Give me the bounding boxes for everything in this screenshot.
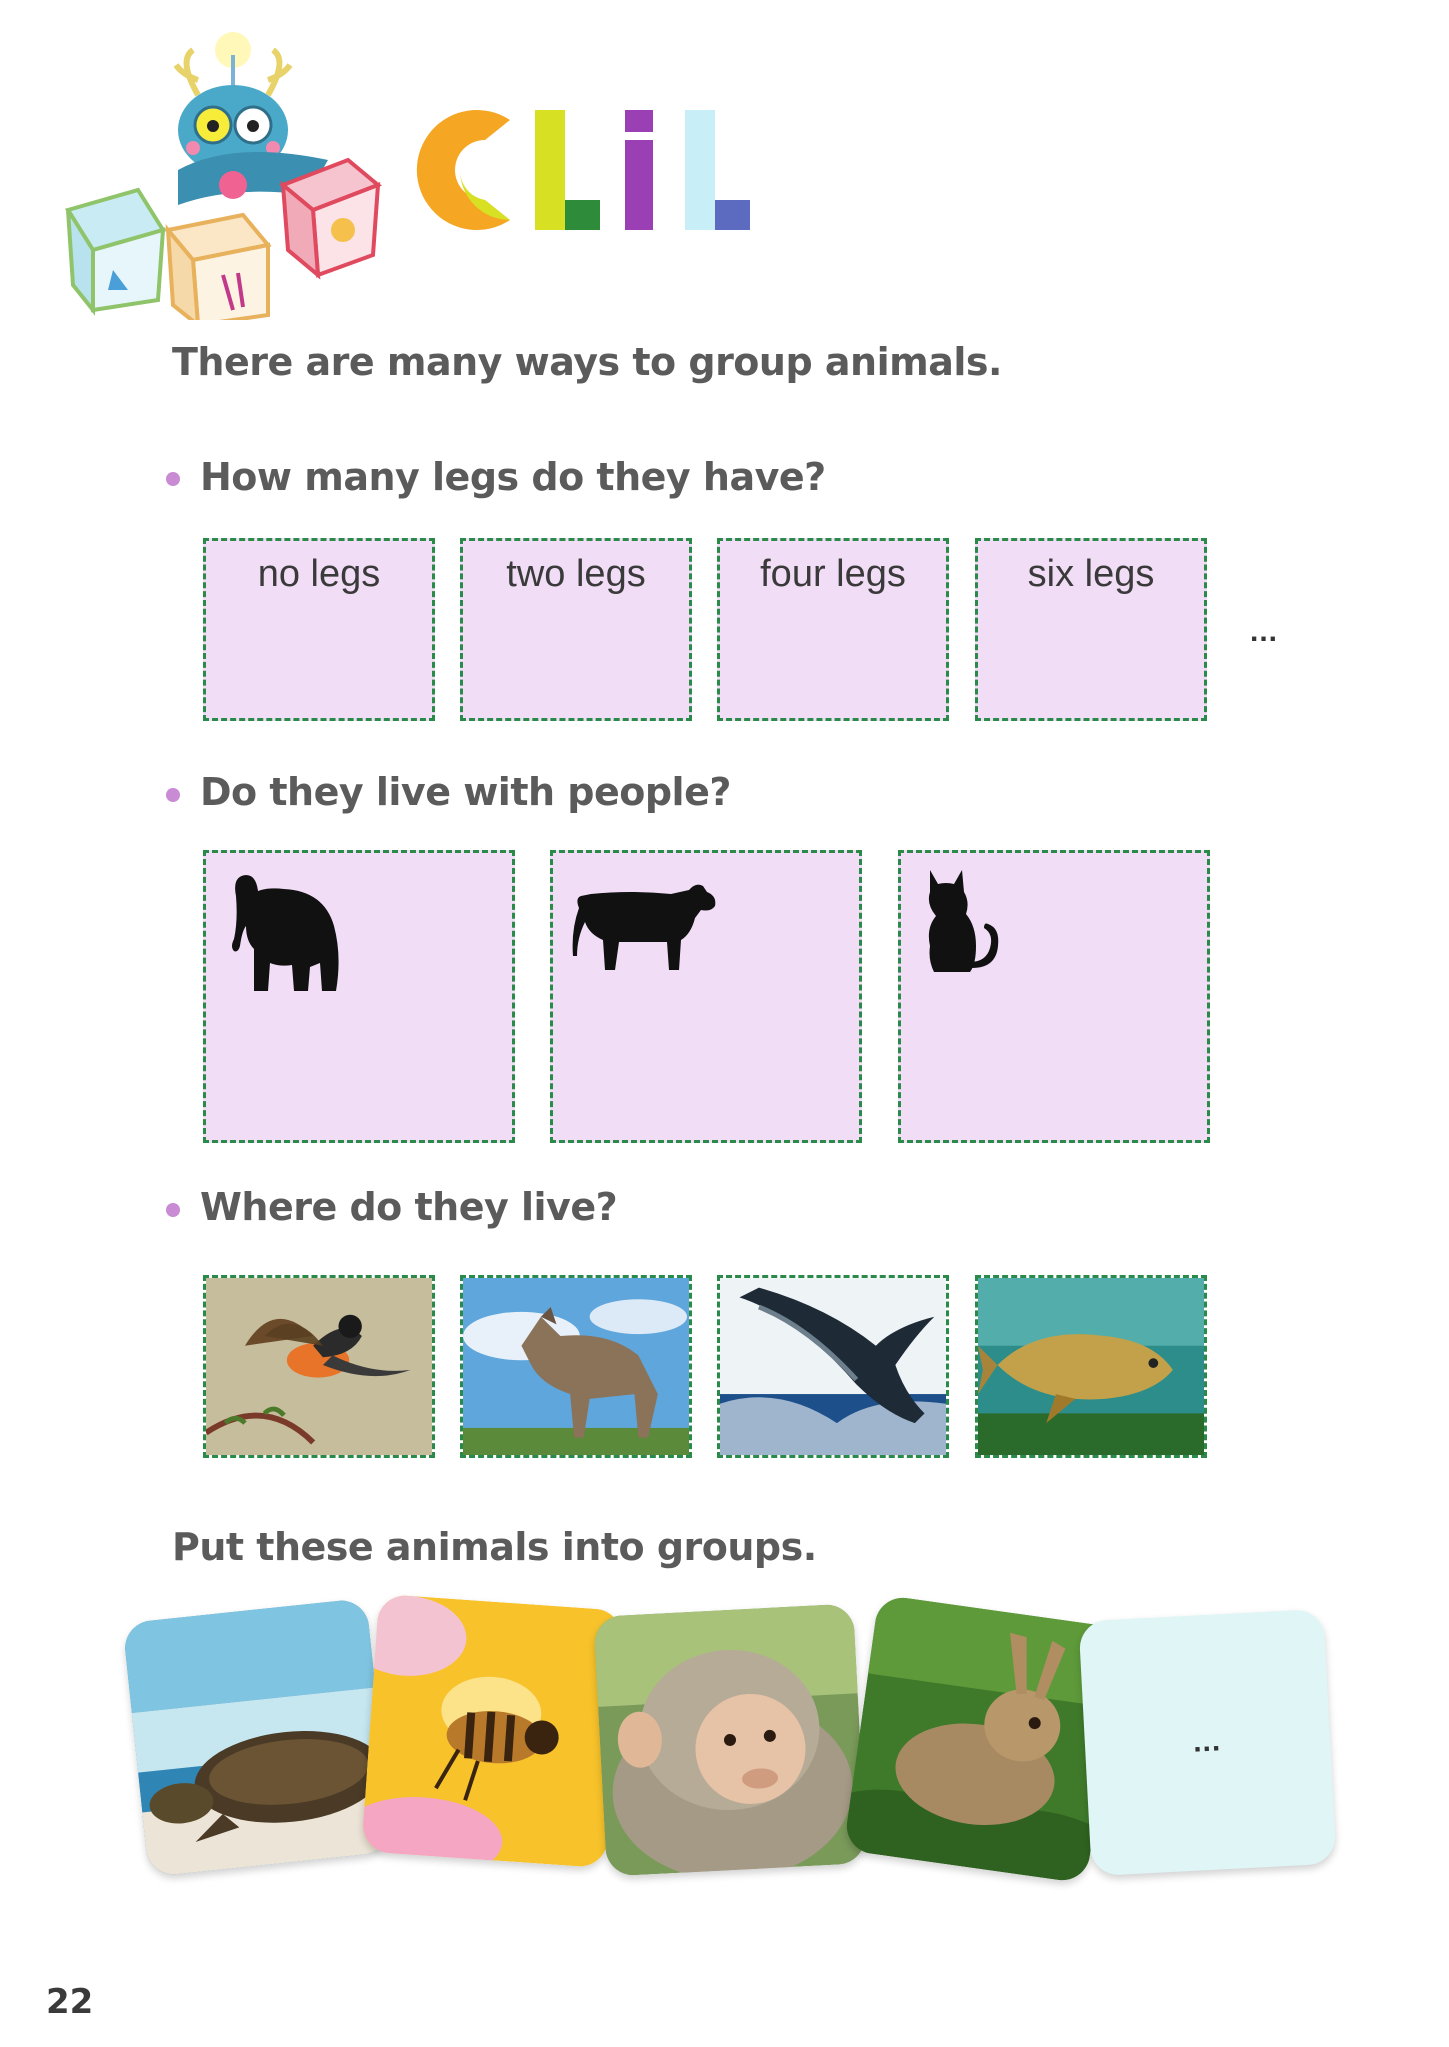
bullet-icon [166, 788, 180, 802]
rabbit-photo-icon [843, 1594, 1122, 1884]
animal-card-bee[interactable] [361, 1594, 623, 1868]
legs-box-six[interactable] [975, 538, 1207, 721]
bee-photo-icon [361, 1594, 623, 1868]
legs-box-label: six legs [1027, 553, 1155, 595]
more-ellipsis: ... [1250, 615, 1279, 648]
people-box-cat[interactable] [898, 850, 1210, 1143]
cat-silhouette-icon [916, 868, 1011, 978]
animal-card-turtle[interactable] [122, 1598, 392, 1877]
page-number: 22 [46, 1982, 94, 2022]
legs-box-two[interactable] [460, 538, 692, 721]
turtle-photo-icon [122, 1598, 392, 1877]
cow-silhouette-icon [571, 878, 721, 978]
legs-box-label: two legs [506, 553, 646, 595]
bird-photo-icon [206, 1278, 432, 1455]
fish-photo-icon [978, 1278, 1204, 1455]
habitat-question: Where do they live? [200, 1185, 618, 1229]
legs-box-four[interactable] [717, 538, 949, 721]
monkey-photo-icon [593, 1603, 866, 1876]
robot-mascot-illustration [58, 20, 408, 320]
bullet-icon [166, 1203, 180, 1217]
blank-card-ellipsis: ... [1192, 1724, 1222, 1759]
habitat-photo-fish[interactable] [975, 1275, 1207, 1458]
animal-card-monkey[interactable] [593, 1603, 866, 1876]
legs-box-none[interactable] [203, 538, 435, 721]
task-instruction: Put these animals into groups. [172, 1525, 817, 1569]
intro-text: There are many ways to group animals. [172, 340, 1002, 384]
habitat-photo-wolf[interactable] [460, 1275, 692, 1458]
habitat-photo-bird[interactable] [203, 1275, 435, 1458]
clil-logo [400, 100, 770, 240]
elephant-silhouette-icon [224, 871, 349, 1006]
bullet-icon [166, 472, 180, 486]
legs-question: How many legs do they have? [200, 455, 826, 499]
habitat-photo-whale[interactable] [717, 1275, 949, 1458]
animal-card-rabbit[interactable] [843, 1594, 1122, 1884]
wolf-photo-icon [463, 1278, 689, 1455]
whale-photo-icon [720, 1278, 946, 1455]
animal-card-blank[interactable] [1078, 1609, 1336, 1876]
legs-box-label: no legs [257, 553, 381, 595]
people-box-cow[interactable] [550, 850, 862, 1143]
legs-box-label: four legs [760, 553, 906, 595]
people-box-elephant[interactable] [203, 850, 515, 1143]
people-question: Do they live with people? [200, 770, 731, 814]
